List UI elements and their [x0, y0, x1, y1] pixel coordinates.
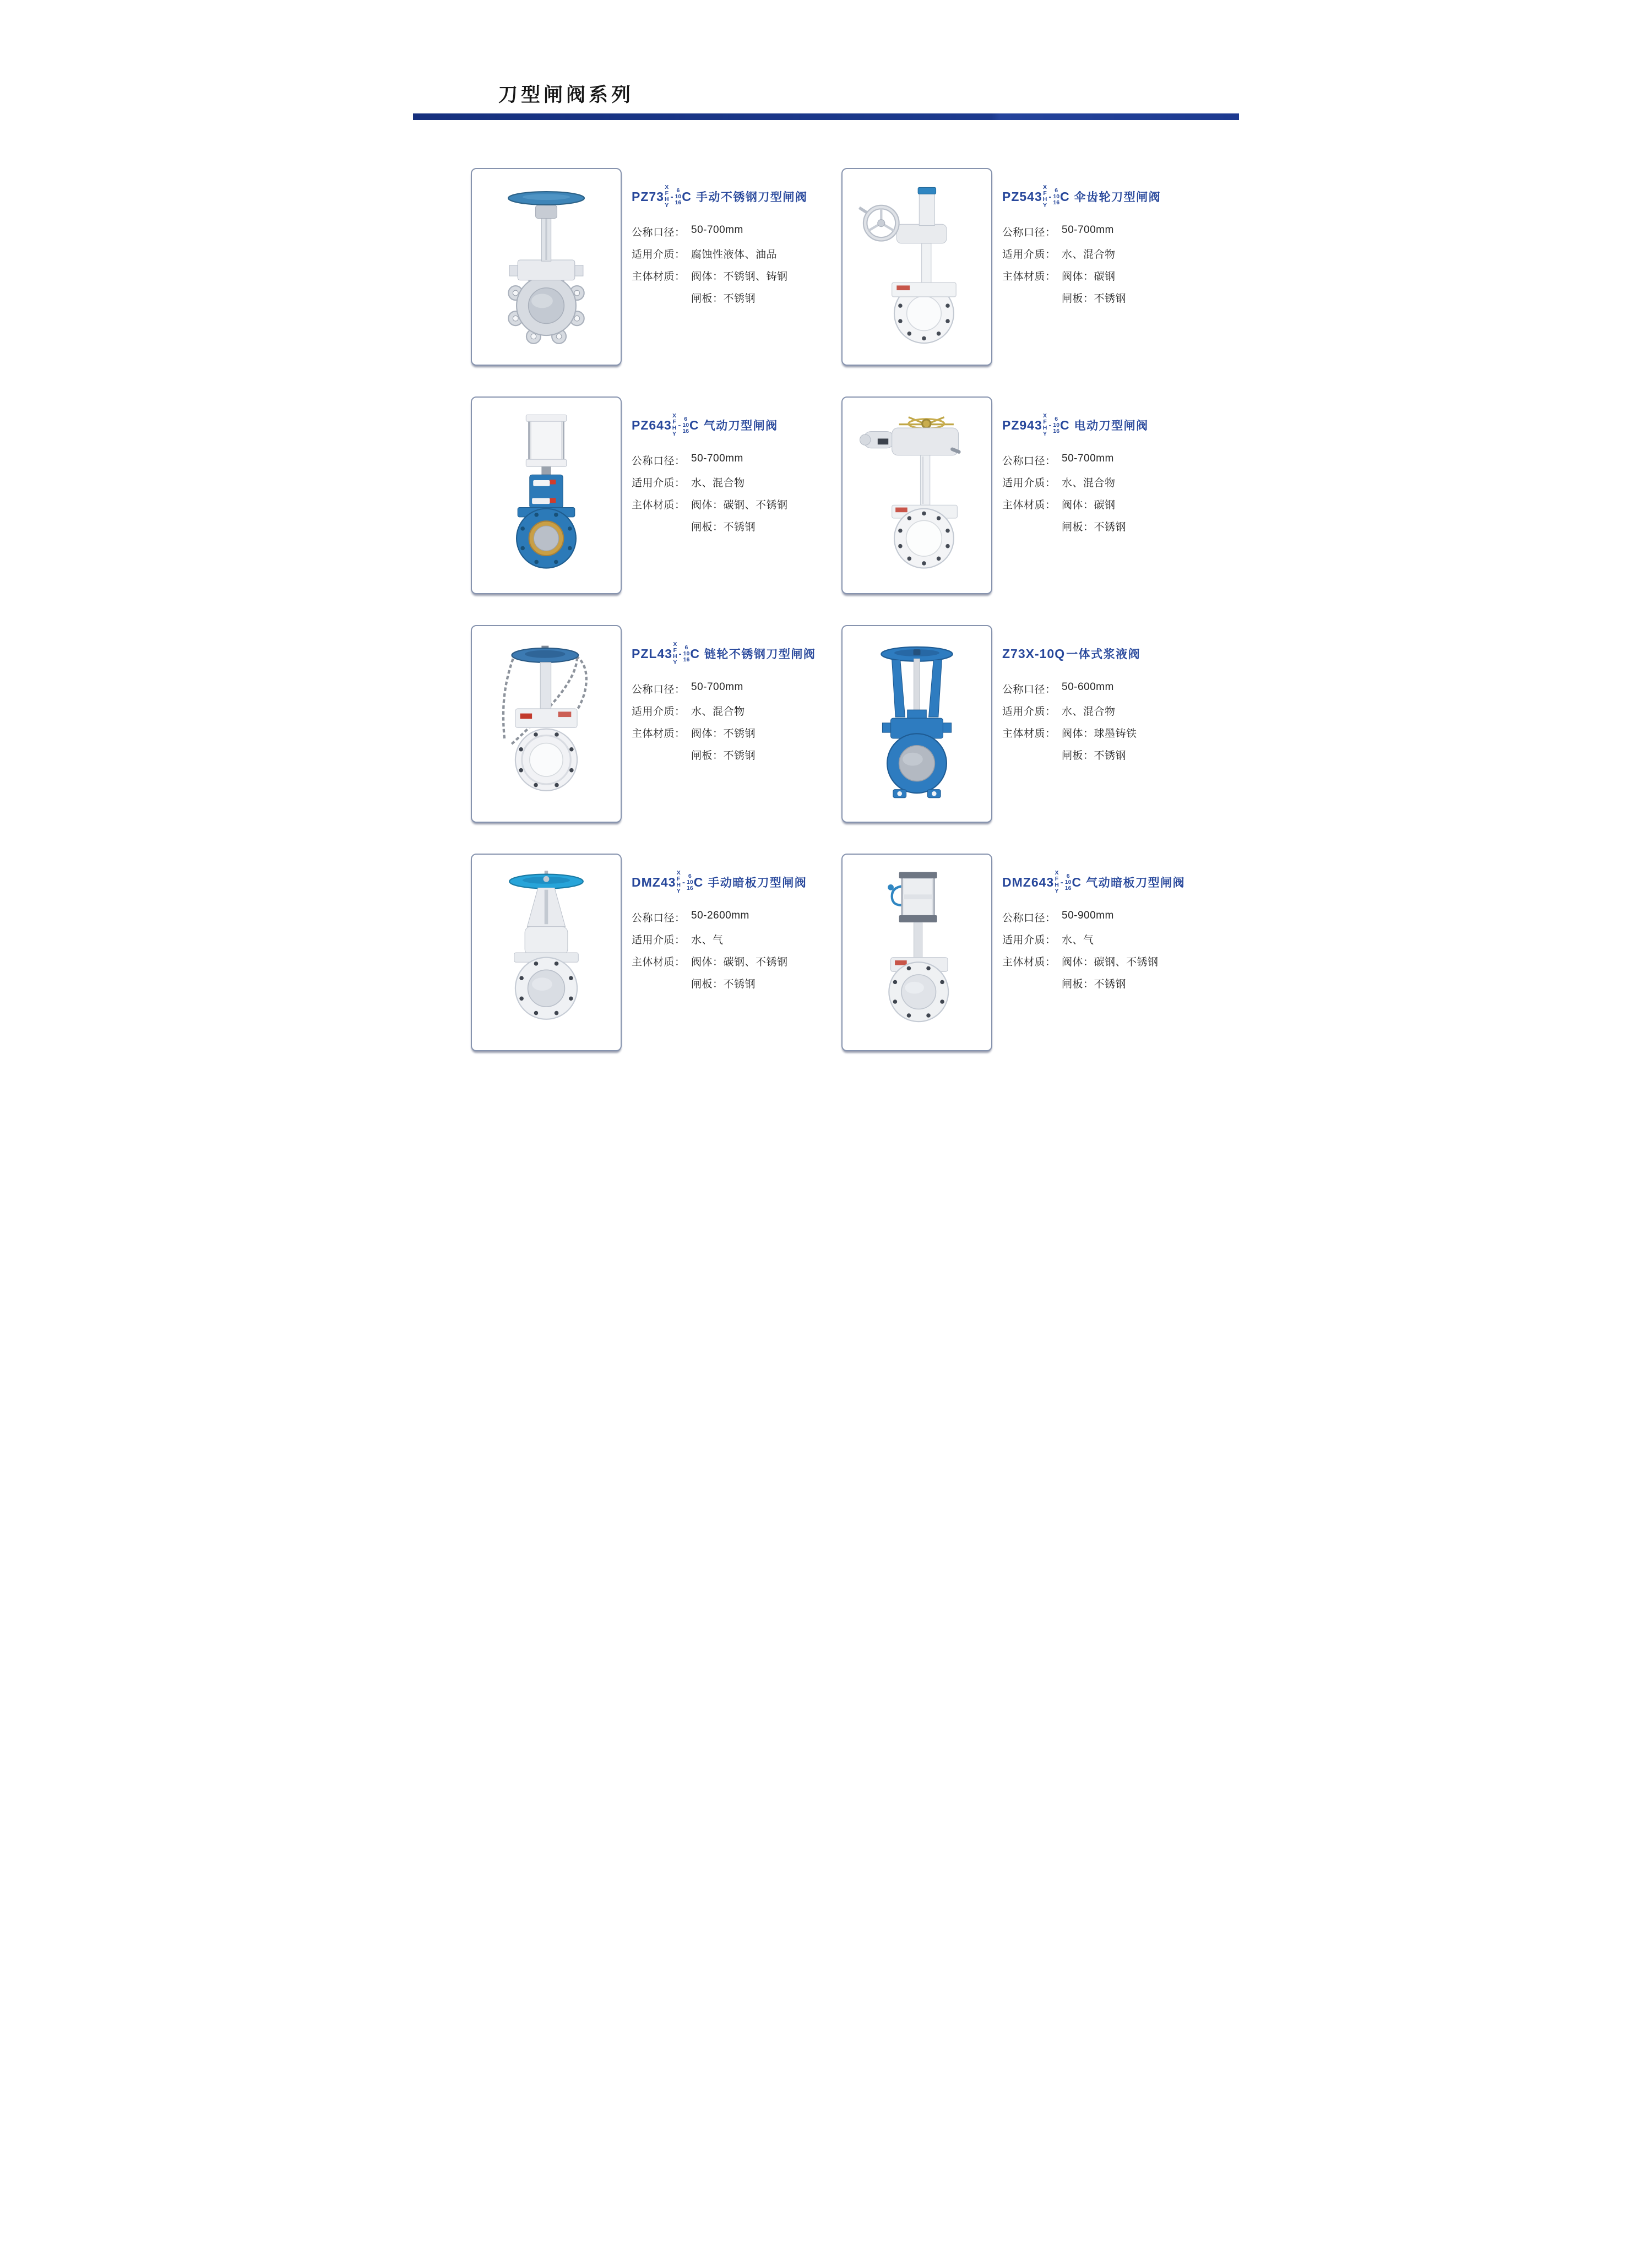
model-variant-letters: X F H Y: [1042, 184, 1047, 209]
product-title: [632, 868, 826, 897]
electric-actuator: [860, 428, 961, 455]
body: [894, 508, 954, 568]
gear-housing: [896, 187, 947, 243]
spec-list: [1002, 910, 1197, 991]
product-pz643: [471, 396, 826, 595]
valve-photo-card: [841, 168, 992, 366]
model-variant-letters: X F H Y: [673, 641, 677, 666]
product-info: [1002, 182, 1197, 312]
model-code: PZL43: [632, 646, 673, 661]
model-suffix: C: [690, 646, 700, 661]
product-title: [632, 639, 826, 668]
spec-media: 适用介质： 水、混合物: [632, 477, 745, 489]
spec-media: 适用介质： 水、混合物: [632, 706, 745, 718]
product-info: [1002, 868, 1197, 998]
product-pzl43: [471, 625, 826, 823]
spec-media: 适用介质： 水、气: [632, 935, 724, 946]
manual-stainless-knife-gate-valve-illustration: [487, 184, 606, 350]
model-pressure-ratings: 6 10 16: [682, 415, 689, 434]
model-dash: -: [1060, 877, 1063, 887]
model-suffix: C: [1060, 417, 1070, 432]
stem: [907, 659, 927, 718]
product-name: 气动刀型闸阀: [703, 420, 778, 432]
product-title: [632, 411, 826, 439]
product-dmz43: [471, 854, 826, 1052]
model-dash: -: [1048, 192, 1052, 202]
pneumatic-cylinder: [899, 872, 937, 922]
spec-nominal-diameter: 公称口径： 50-2600mm: [632, 910, 749, 924]
manual-dark-plate-knife-gate-valve-illustration: [487, 870, 606, 1036]
product-info: [1002, 411, 1197, 541]
chainwheel-knife-gate-valve-illustration: [487, 641, 606, 807]
model-pressure-ratings: 6 10 16: [675, 187, 682, 206]
model-code: PZ643: [632, 417, 672, 432]
spec-body-material: 主体材质： 阀体：球墨铸铁: [1002, 728, 1137, 740]
stem: [920, 455, 930, 505]
pneumatic-cylinder: [526, 415, 566, 475]
product-title: [1002, 868, 1197, 897]
spec-body-material: 主体材质： 阀体：不锈钢、铸钢: [632, 271, 788, 282]
stem: [914, 922, 922, 958]
model-dash: -: [682, 877, 685, 887]
spec-gate-material: 闸板：不锈钢: [1062, 293, 1127, 305]
model-dash: -: [678, 649, 682, 659]
product-info: [632, 411, 826, 541]
product-title: [1002, 411, 1197, 439]
spec-list: [1002, 224, 1197, 305]
bonnet: [515, 708, 577, 727]
bonnet: [509, 260, 583, 280]
yoke: [527, 888, 565, 926]
product-title: [1002, 639, 1197, 668]
body: [515, 729, 577, 790]
product-title: [1002, 182, 1197, 211]
spec-nominal-diameter: 公称口径： 50-700mm: [632, 453, 743, 467]
stem: [540, 662, 551, 708]
model-variant-letters: X F H Y: [664, 184, 669, 209]
spec-body-material: 主体材质： 阀体：碳钢: [1002, 271, 1116, 282]
body: [887, 734, 947, 797]
model-pressure-ratings: 6 10 16: [1053, 415, 1060, 434]
spec-body-material: 主体材质： 阀体：碳钢、不锈钢: [632, 499, 788, 511]
valve-photo-card: [471, 168, 622, 366]
product-name: 手动暗板刀型闸阀: [708, 877, 807, 889]
model-suffix: C: [682, 189, 692, 204]
spec-list: [632, 453, 826, 534]
product-pz943: [841, 396, 1197, 595]
electric-knife-gate-valve-illustration: [857, 412, 976, 579]
valve-photo-card: [841, 854, 992, 1051]
spec-media: 适用介质： 腐蚀性液体、油品: [632, 249, 778, 260]
body: [515, 957, 577, 1019]
model-variant-letters: X F H Y: [1055, 870, 1059, 894]
page-title: 刀型闸阀系列: [498, 84, 634, 106]
product-z73x-10q: [841, 625, 1197, 823]
spec-body-material: 主体材质： 阀体：碳钢: [1002, 499, 1116, 511]
valve-photo-card: [841, 625, 992, 823]
star-handwheel: [899, 417, 954, 428]
product-name: 手动不锈钢刀型闸阀: [695, 191, 808, 204]
model-variant-letters: X F H Y: [1042, 412, 1047, 437]
spec-media: 适用介质： 水、混合物: [1002, 477, 1116, 489]
handwheel: [509, 871, 583, 888]
product-dmz643: [841, 854, 1197, 1052]
model-suffix: C: [693, 874, 704, 889]
spec-gate-material: 闸板：不锈钢: [691, 979, 756, 990]
model-code: DMZ643: [1002, 874, 1055, 889]
model-dash: -: [670, 192, 673, 202]
product-name: 伞齿轮刀型闸阀: [1074, 191, 1161, 204]
valve-photo-card: [471, 396, 622, 594]
product-pz73: [471, 168, 826, 366]
model-suffix: C: [1072, 874, 1082, 889]
model-suffix: C: [689, 417, 699, 432]
bevel-gear-knife-gate-valve-illustration: [857, 184, 976, 350]
model-code: PZ943: [1002, 417, 1042, 432]
model-pressure-ratings: 6 10 16: [683, 644, 690, 663]
integral-slurry-valve-illustration: [857, 641, 976, 807]
valve-photo-card: [471, 625, 622, 823]
model-code: PZ543: [1002, 189, 1042, 204]
model-code: Z73X-10Q: [1002, 646, 1066, 661]
spec-list: [632, 910, 826, 991]
model-dash: -: [678, 420, 681, 430]
spec-list: [632, 224, 826, 305]
valve-photo-card: [841, 396, 992, 594]
spec-body-material: 主体材质： 阀体：碳钢、不锈钢: [632, 957, 788, 968]
spec-list: [1002, 453, 1197, 534]
spec-gate-material: 闸板：不锈钢: [691, 750, 756, 762]
spec-gate-material: 闸板：不锈钢: [691, 293, 756, 305]
spec-media: 适用介质： 水、气: [1002, 935, 1094, 946]
model-variant-letters: X F H Y: [676, 870, 681, 894]
spec-gate-material: 闸板：不锈钢: [1062, 750, 1127, 762]
product-name: 一体式浆液阀: [1066, 648, 1141, 661]
product-name: 气动暗板刀型闸阀: [1086, 877, 1186, 889]
product-info: [632, 639, 826, 769]
stem: [922, 243, 931, 282]
valve-photo-card: [471, 854, 622, 1051]
model-pressure-ratings: 6 10 16: [1064, 872, 1072, 892]
product-name: 电动刀型闸阀: [1074, 420, 1149, 432]
spec-list: [632, 681, 826, 762]
model-variant-letters: X F H Y: [672, 412, 677, 437]
model-dash: -: [1048, 420, 1052, 430]
spec-body-material: 主体材质： 阀体：不锈钢: [632, 728, 756, 740]
spec-gate-material: 闸板：不锈钢: [1062, 979, 1127, 990]
spec-body-material: 主体材质： 阀体：碳钢、不锈钢: [1002, 957, 1159, 968]
spec-media: 适用介质： 水、混合物: [1002, 706, 1116, 718]
product-title: [632, 182, 826, 211]
body: [889, 962, 948, 1022]
spec-nominal-diameter: 公称口径： 50-600mm: [1002, 681, 1114, 696]
spec-list: [1002, 681, 1197, 762]
spec-media: 适用介质： 水、混合物: [1002, 249, 1116, 260]
body: [517, 508, 576, 568]
bonnet: [514, 926, 578, 962]
air-tubing: [888, 884, 903, 905]
product-info: [632, 868, 826, 998]
spec-nominal-diameter: 公称口径： 50-700mm: [1002, 453, 1114, 467]
model-code: PZ73: [632, 189, 664, 204]
handwheel: [508, 192, 584, 205]
catalog-page: [413, 0, 1239, 1130]
stem: [536, 205, 557, 260]
product-info: [632, 182, 826, 312]
model-code: DMZ43: [632, 874, 676, 889]
spec-nominal-diameter: 公称口径： 50-700mm: [632, 224, 743, 238]
spec-gate-material: 闸板：不锈钢: [1062, 521, 1127, 533]
product-info: [1002, 639, 1197, 769]
model-pressure-ratings: 6 10 16: [1053, 187, 1060, 206]
model-pressure-ratings: 6 10 16: [687, 872, 693, 892]
model-suffix: C: [1060, 189, 1070, 204]
product-pz543: [841, 168, 1197, 366]
bonnet: [892, 282, 956, 297]
spec-nominal-diameter: 公称口径： 50-700mm: [1002, 224, 1114, 238]
spec-gate-material: 闸板：不锈钢: [691, 521, 756, 533]
spec-nominal-diameter: 公称口径： 50-900mm: [1002, 910, 1114, 924]
header-divider-bar: [413, 113, 1239, 120]
product-name: 链轮不锈钢刀型闸阀: [704, 648, 816, 661]
spec-nominal-diameter: 公称口径： 50-700mm: [632, 681, 743, 696]
side-handwheel: [859, 207, 897, 239]
pneumatic-knife-gate-valve-illustration: [487, 412, 606, 579]
chain-sprocket: [512, 645, 578, 662]
pneumatic-dark-plate-knife-gate-valve-illustration: [857, 870, 976, 1036]
